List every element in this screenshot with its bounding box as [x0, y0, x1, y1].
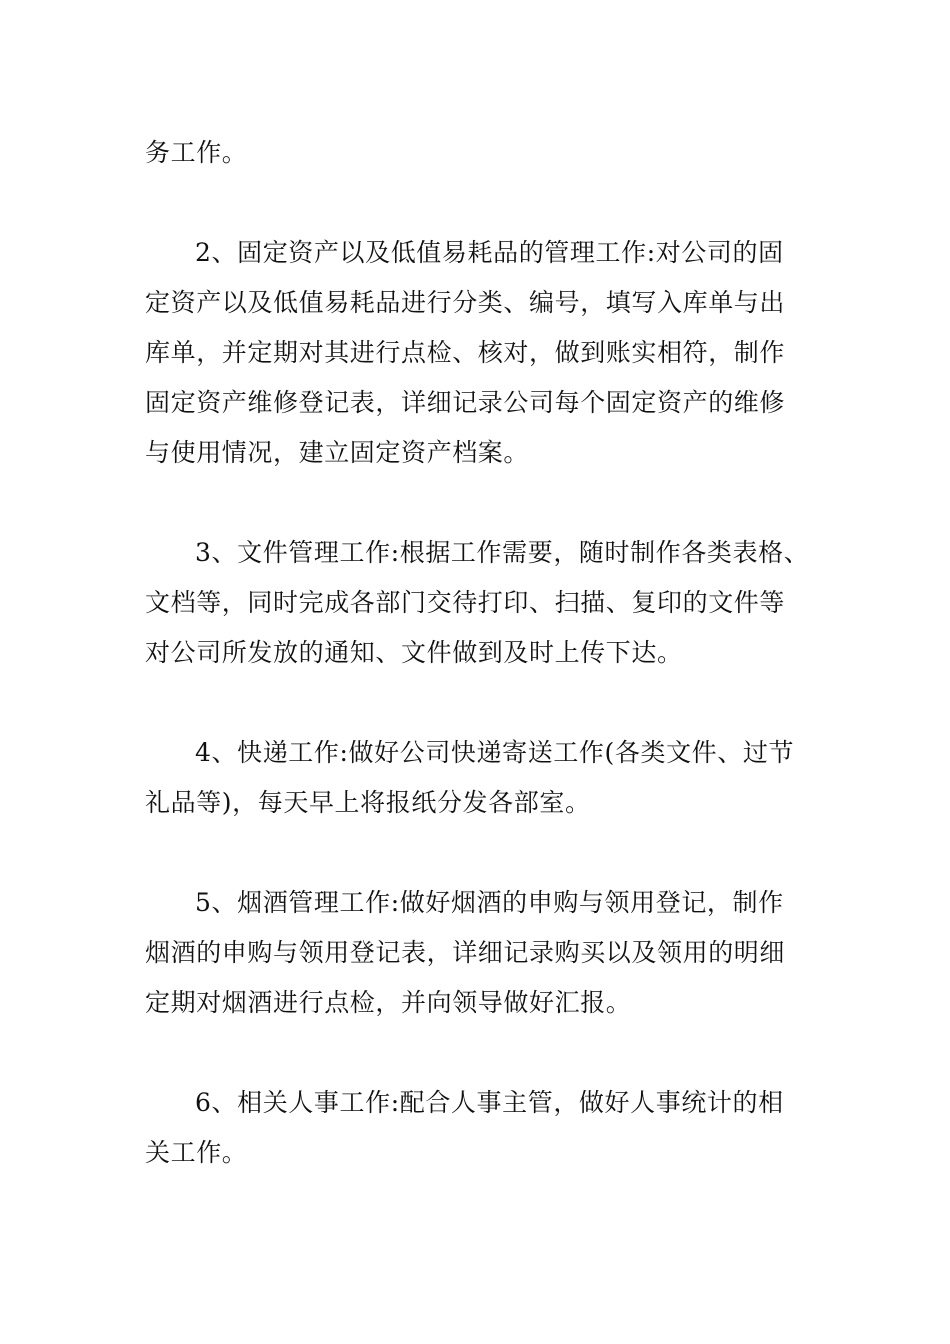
- paragraph-personnel: [145, 1078, 835, 1178]
- text-line: 务工作。: [145, 138, 248, 167]
- paragraph-fixed-assets: [145, 228, 835, 478]
- text-line: 5、烟酒管理工作:做好烟酒的申购与领用登记，制作: [195, 888, 784, 917]
- text-line: 礼品等)，每天早上将报纸分发各部室。: [145, 788, 591, 817]
- document-body: [145, 128, 835, 1228]
- text-line: 2、固定资产以及低值易耗品的管理工作:对公司的固: [195, 238, 784, 267]
- text-line: 库单，并定期对其进行点检、核对，做到账实相符，制作: [145, 338, 786, 367]
- text-line: 对公司所发放的通知、文件做到及时上传下达。: [145, 638, 683, 667]
- text-line: 3、文件管理工作:根据工作需要，随时制作各类表格、: [195, 538, 810, 567]
- text-line: 6、相关人事工作:配合人事主管，做好人事统计的相: [195, 1088, 784, 1117]
- text-line: 定资产以及低值易耗品进行分类、编号，填写入库单与出: [145, 288, 786, 317]
- paragraph-continuation: [145, 128, 835, 178]
- text-line: 文档等，同时完成各部门交待打印、扫描、复印的文件等: [145, 588, 786, 617]
- paragraph-file-management: [145, 528, 835, 678]
- paragraph-courier: [145, 728, 835, 828]
- text-line: 关工作。: [145, 1138, 248, 1167]
- text-line: 烟酒的申购与领用登记表，详细记录购买以及领用的明细: [145, 938, 786, 967]
- text-line: 4、快递工作:做好公司快递寄送工作(各类文件、过节: [195, 738, 795, 767]
- text-line: 与使用情况，建立固定资产档案。: [145, 438, 530, 467]
- text-line: 定期对烟酒进行点检，并向领导做好汇报。: [145, 988, 632, 1017]
- paragraph-tobacco-alcohol: [145, 878, 835, 1028]
- text-line: 固定资产维修登记表，详细记录公司每个固定资产的维修: [145, 388, 786, 417]
